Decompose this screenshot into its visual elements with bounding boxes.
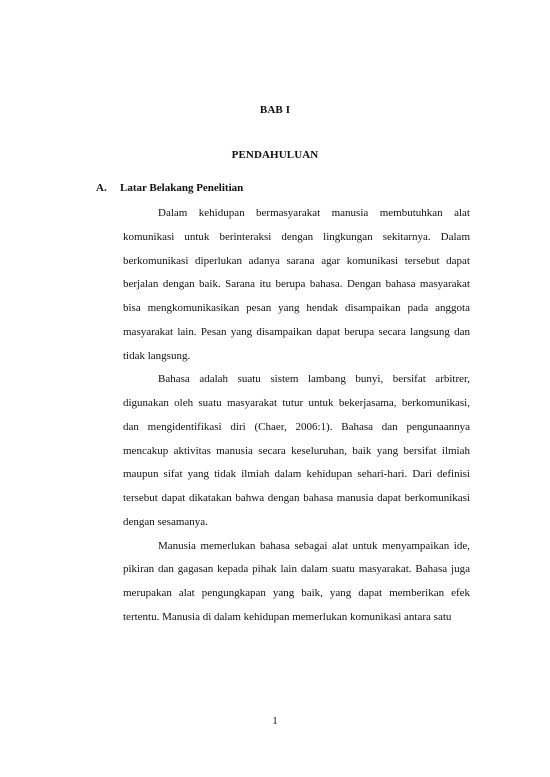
chapter-title: PENDAHULUAN	[231, 149, 319, 161]
paragraph: Manusia memerlukan bahasa sebagai alat untuk menyampaikan ide, pikiran dan gagasan kepada pihak lain dalam suatu masyarakat. Bahasa juga merupakan alat pengungkapan yang baik, yang dapat memberikan efek tertentu. Manusia di dalam kehidupan memerlukan komunikasi antara satu	[123, 539, 470, 623]
section-title: Latar Belakang Penelitian	[120, 182, 244, 194]
body-text	[123, 202, 470, 630]
section-marker: A.	[96, 182, 107, 194]
chapter-number: BAB I	[259, 104, 291, 116]
paragraph: Bahasa adalah suatu sistem lambang bunyi, bersifat arbitrer, digunakan oleh suatu masyarakat tutur untuk bekerjasama, berkomunikasi, dan mengidentifikasi diri (Chaer, 2006:1). Bahasa dan pengunaannya mencakup aktivitas manusia secara keseluruhan, baik yang bersifat ilmiah maupun sifat yang tidak ilmiah dalam kehidupan sehari-hari. Dari definisi tersebut dapat dikatakan bahwa dengan bahasa manusia dapat berkomunikasi dengan sesamanya.	[123, 373, 470, 528]
section-heading	[96, 182, 243, 194]
page-number: 1	[272, 715, 278, 727]
paragraph: Dalam kehidupan bermasyarakat manusia membutuhkan alat komunikasi untuk berinteraksi dengan lingkungan sekitarnya. Dalam berkomunikasi diperlukan adanya sarana agar komunikasi tersebut dapat berjalan dengan baik. Sarana itu berupa bahasa. Dengan bahasa masyarakat bisa mengkomunikasikan pesan yang hendak disampaikan pada anggota masyarakat lain. Pesan yang disampaikan dapat berupa secara langsung dan tidak langsung.	[123, 207, 470, 362]
